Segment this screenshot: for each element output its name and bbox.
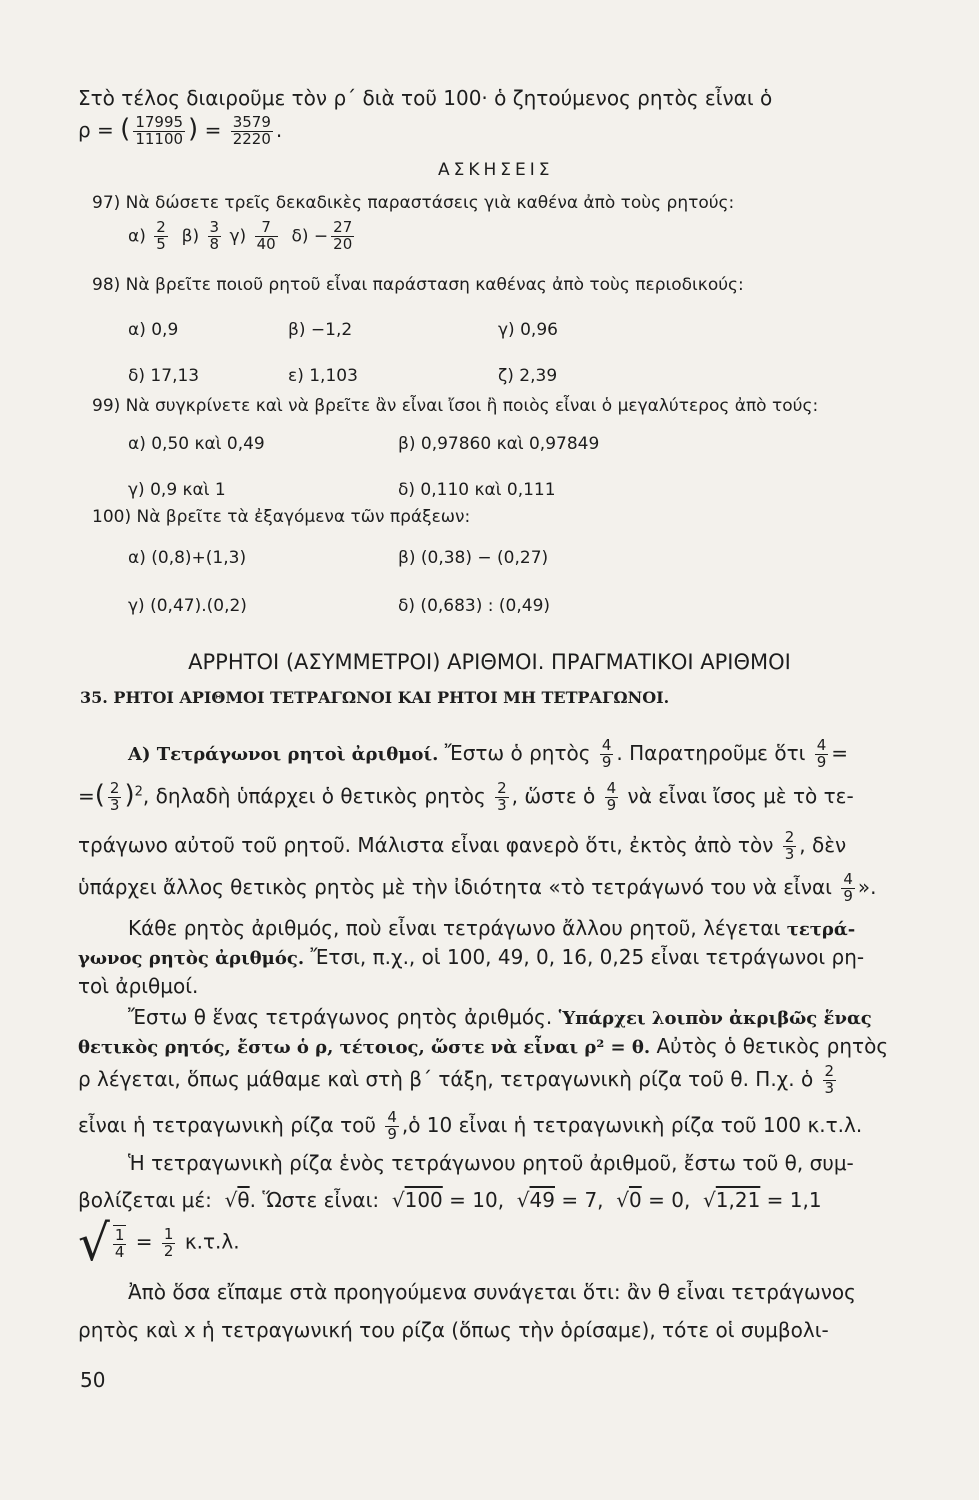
para-2-line2: γωνος ρητὸς ἀριθμός. Ἔτσι, π.χ., οἱ 100, 49, 0, 16, 0,25 εἶναι τετράγωνοι ρη-	[78, 945, 865, 969]
ex99-b: β) 0,97860 καὶ 0,97849	[398, 434, 600, 454]
intro-line	[78, 86, 772, 110]
para-a-line3: τράγωνο αὐτοῦ τοῦ ρητοῦ. Μάλιστα εἶναι φανερὸ ὅτι, ἐκτὸς ἀπὸ τὸν $\frac{2}{3}$ , δὲν	[78, 828, 847, 863]
ex99-c: γ) 0,9 καὶ 1	[128, 480, 226, 500]
para-4-line2: βολίζεται μέ: √θ. Ὥστε εἶναι: √100 = 10, √49 = 7, √0 = 0, √1,21 = 1,1	[78, 1188, 822, 1212]
para-2-line1: Κάθε ρητὸς ἀριθμός, ποὺ εἶναι τετράγωνο ἄλλου ρητοῦ, λέγεται τετρά-	[128, 916, 856, 940]
para-5-line2: ρητὸς καὶ x ἡ τετραγωνική του ρίζα (ὅπως τὴν ὁρίσαμε), τότε οἱ συμβολι-	[78, 1318, 829, 1342]
ex98-a: α) 0,9	[128, 320, 179, 340]
ex98-b: β) −1,2	[288, 320, 353, 340]
intro-formula: ρ = ( $\frac{17995}{11100}$ ) = $\frac{3579}{2220}$ .	[78, 113, 283, 148]
ex99-d: δ) 0,110 καὶ 0,111	[398, 480, 556, 500]
exercise-99: 99) Νὰ συγκρίνετε καὶ νὰ βρεῖτε ἂν εἶναι ἴσοι ἢ ποιὸς εἶναι ὁ μεγαλύτερος ἀπὸ τούς:	[92, 396, 819, 416]
para-a-line2: =( $\frac{2}{3}$ )$^2$, δηλαδὴ ὑπάρχει ὁ θετικὸς ρητὸς $\frac{2}{3}$ , ὥστε ὁ $\frac{4}{9}$ νὰ εἶναι ἴσος μὲ τὸ τε-	[78, 779, 854, 814]
page-number: 50	[80, 1368, 106, 1392]
exercise-97: 97) Νὰ δώσετε τρεῖς δεκαδικὲς παραστάσεις γιὰ καθένα ἀπὸ τοὺς ρητούς:	[92, 193, 735, 213]
ex100-b: β) (0,38) − (0,27)	[398, 548, 549, 568]
ex98-z: ζ) 2,39	[498, 366, 558, 386]
exercise-97-items: α) $\frac{2}{5}$ β) $\frac{3}{8}$ γ) $\frac{7}{40}$ δ) − $\frac{27}{20}$	[128, 218, 353, 253]
section-title: 35. ΡΗΤΟΙ ΑΡΙΘΜΟΙ ΤΕΤΡΑΓΩΝΟΙ ΚΑΙ ΡΗΤΟΙ ΜΗ ΤΕΤΡΑΓΩΝΟΙ.	[80, 688, 670, 707]
intro-text: Στὸ τέλος διαιροῦμε τὸν ρ΄ διὰ τοῦ 100· ὁ ζητούμενος ρητὸς εἶναι ὁ	[78, 86, 773, 110]
exercises-heading: ΑΣΚΗΣΕΙΣ	[438, 160, 554, 180]
chapter-title: ΑΡΡΗΤΟΙ (ΑΣΥΜΜΕΤΡΟΙ) ΑΡΙΘΜΟΙ. ΠΡΑΓΜΑΤΙΚΟΙ ΑΡΙΘΜΟΙ	[188, 650, 791, 674]
equals-sign: =	[204, 118, 222, 142]
para-5-line1: Ἀπὸ ὅσα εἴπαμε στὰ προηγούμενα συνάγεται ὅτι: ἂν θ εἶναι τετράγωνος	[128, 1280, 856, 1304]
ex100-d: δ) (0,683) : (0,49)	[398, 596, 551, 616]
rho-equals: ρ =	[78, 118, 114, 142]
para-3-line1: Ἔστω θ ἕνας τετράγωνος ρητὸς ἀριθμός. Ὑπάρχει λοιπὸν ἀκριβῶς ἕνας	[128, 1005, 872, 1029]
fraction-17995-11100: $\frac{17995}{11100}$	[135, 113, 184, 148]
para-4-line1: Ἡ τετραγωνικὴ ρίζα ἑνὸς τετράγωνου ρητοῦ ἀριθμοῦ, ἔστω τοῦ θ, συμ-	[128, 1151, 854, 1175]
ex98-c: γ) 0,96	[498, 320, 558, 340]
exercise-98: 98) Νὰ βρεῖτε ποιοῦ ρητοῦ εἶναι παράσταση καθένας ἀπὸ τοὺς περιοδικούς:	[92, 275, 744, 295]
ex100-c: γ) (0,47).(0,2)	[128, 596, 247, 616]
para-2-line3: τοὶ ἀριθμοί.	[78, 974, 199, 998]
para-3-line2: θετικὸς ρητός, ἔστω ὁ ρ, τέτοιος, ὥστε νὰ εἶναι ρ² = θ. Αὐτὸς ὁ θετικὸς ρητὸς	[78, 1034, 889, 1058]
para-3-line4: εἶναι ἡ τετραγωνικὴ ρίζα τοῦ $\frac{4}{9}$ ,ὁ 10 εἶναι ἡ τετραγωνικὴ ρίζα τοῦ 100 κ.τ.λ.	[78, 1108, 863, 1143]
fraction-3579-2220: $\frac{3579}{2220}$	[232, 113, 271, 148]
ex100-a: α) (0,8)+(1,3)	[128, 548, 247, 568]
exercise-100: 100) Νὰ βρεῖτε τὰ ἐξαγόμενα τῶν πράξεων:	[92, 507, 471, 527]
ex98-d: δ) 17,13	[128, 366, 200, 386]
ex98-e: ε) 1,103	[288, 366, 358, 386]
para-a-heading: Α) Τετράγωνοι ρητοὶ ἀριθμοί.	[128, 743, 439, 765]
para-4-line3: √ $\frac{1}{4}$ = $\frac{1}{2}$ κ.τ.λ.	[78, 1214, 240, 1272]
para-a-line1: Α) Τετράγωνοι ρητοὶ ἀριθμοί. Ἔστω ὁ ρητὸς $\frac{4}{9}$ . Παρατηροῦμε ὅτι $\frac{4}{9}$ =	[128, 736, 849, 771]
para-3-line3: ρ λέγεται, ὅπως μάθαμε καὶ στὴ β΄ τάξη, τετραγωνικὴ ρίζα τοῦ θ. Π.χ. ὁ $\frac{2}{3}$	[78, 1062, 835, 1097]
ex99-a: α) 0,50 καὶ 0,49	[128, 434, 265, 454]
para-a-line4: ὑπάρχει ἄλλος θετικὸς ρητὸς μὲ τὴν ἰδιότητα «τὸ τετράγωνό του νὰ εἶναι $\frac{4}{9}$ ».	[78, 870, 877, 905]
